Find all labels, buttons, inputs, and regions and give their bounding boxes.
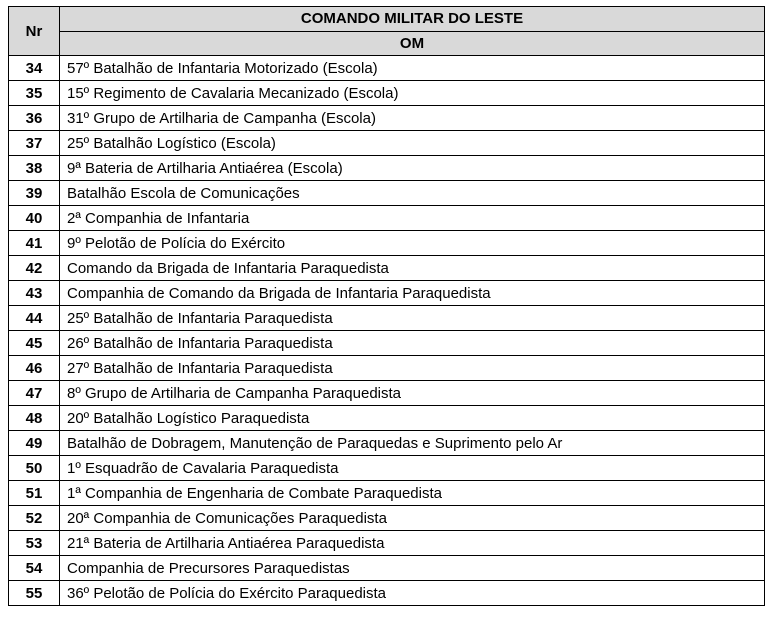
table-row bbox=[9, 181, 765, 206]
row-number: 46 bbox=[9, 356, 60, 381]
table-row bbox=[9, 231, 765, 256]
row-om-name: 31º Grupo de Artilharia de Campanha (Escola) bbox=[60, 106, 765, 131]
row-number: 41 bbox=[9, 231, 60, 256]
row-number: 51 bbox=[9, 481, 60, 506]
row-number: 40 bbox=[9, 206, 60, 231]
table-row bbox=[9, 456, 765, 481]
table-row bbox=[9, 306, 765, 331]
table-row bbox=[9, 256, 765, 281]
row-om-name: 57º Batalhão de Infantaria Motorizado (Escola) bbox=[60, 56, 765, 81]
row-number: 45 bbox=[9, 331, 60, 356]
table-row bbox=[9, 106, 765, 131]
row-number: 39 bbox=[9, 181, 60, 206]
table-row bbox=[9, 331, 765, 356]
row-om-name: 9ª Bateria de Artilharia Antiaérea (Escola) bbox=[60, 156, 765, 181]
row-om-name: 15º Regimento de Cavalaria Mecanizado (Escola) bbox=[60, 81, 765, 106]
table-row bbox=[9, 556, 765, 581]
table-row bbox=[9, 431, 765, 456]
row-om-name: 26º Batalhão de Infantaria Paraquedista bbox=[60, 331, 765, 356]
table-row bbox=[9, 531, 765, 556]
row-om-name: 36º Pelotão de Polícia do Exército Paraquedista bbox=[60, 581, 765, 606]
row-number: 36 bbox=[9, 106, 60, 131]
table-row bbox=[9, 481, 765, 506]
row-number: 49 bbox=[9, 431, 60, 456]
nr-column-header: Nr bbox=[9, 7, 60, 56]
table-row bbox=[9, 506, 765, 531]
row-number: 38 bbox=[9, 156, 60, 181]
row-number: 43 bbox=[9, 281, 60, 306]
om-column-header: OM bbox=[60, 31, 765, 56]
table-row bbox=[9, 281, 765, 306]
row-number: 53 bbox=[9, 531, 60, 556]
row-om-name: 20ª Companhia de Comunicações Paraquedista bbox=[60, 506, 765, 531]
table-row bbox=[9, 581, 765, 606]
row-number: 52 bbox=[9, 506, 60, 531]
table-row bbox=[9, 81, 765, 106]
row-number: 55 bbox=[9, 581, 60, 606]
row-om-name: Batalhão Escola de Comunicações bbox=[60, 181, 765, 206]
table-row bbox=[9, 381, 765, 406]
row-om-name: Companhia de Comando da Brigada de Infantaria Paraquedista bbox=[60, 281, 765, 306]
table-row bbox=[9, 406, 765, 431]
row-number: 37 bbox=[9, 131, 60, 156]
row-om-name: 1ª Companhia de Engenharia de Combate Paraquedista bbox=[60, 481, 765, 506]
row-number: 35 bbox=[9, 81, 60, 106]
row-om-name: Comando da Brigada de Infantaria Paraquedista bbox=[60, 256, 765, 281]
header-row-om bbox=[9, 31, 765, 56]
row-number: 50 bbox=[9, 456, 60, 481]
row-number: 54 bbox=[9, 556, 60, 581]
row-om-name: 9º Pelotão de Polícia do Exército bbox=[60, 231, 765, 256]
row-om-name: Companhia de Precursores Paraquedistas bbox=[60, 556, 765, 581]
table-body bbox=[9, 56, 765, 606]
table-row bbox=[9, 206, 765, 231]
row-number: 34 bbox=[9, 56, 60, 81]
row-number: 48 bbox=[9, 406, 60, 431]
om-table-container bbox=[8, 6, 765, 606]
table-row bbox=[9, 356, 765, 381]
table-row bbox=[9, 56, 765, 81]
om-table bbox=[8, 6, 765, 606]
table-title: COMANDO MILITAR DO LESTE bbox=[60, 7, 765, 32]
row-number: 47 bbox=[9, 381, 60, 406]
row-om-name: 25º Batalhão Logístico (Escola) bbox=[60, 131, 765, 156]
row-om-name: Batalhão de Dobragem, Manutenção de Paraquedas e Suprimento pelo Ar bbox=[60, 431, 765, 456]
table-row bbox=[9, 156, 765, 181]
row-om-name: 25º Batalhão de Infantaria Paraquedista bbox=[60, 306, 765, 331]
row-om-name: 2ª Companhia de Infantaria bbox=[60, 206, 765, 231]
row-om-name: 20º Batalhão Logístico Paraquedista bbox=[60, 406, 765, 431]
row-number: 44 bbox=[9, 306, 60, 331]
header-row-title bbox=[9, 7, 765, 32]
row-om-name: 8º Grupo de Artilharia de Campanha Paraquedista bbox=[60, 381, 765, 406]
row-number: 42 bbox=[9, 256, 60, 281]
row-om-name: 1º Esquadrão de Cavalaria Paraquedista bbox=[60, 456, 765, 481]
row-om-name: 21ª Bateria de Artilharia Antiaérea Paraquedista bbox=[60, 531, 765, 556]
row-om-name: 27º Batalhão de Infantaria Paraquedista bbox=[60, 356, 765, 381]
table-row bbox=[9, 131, 765, 156]
